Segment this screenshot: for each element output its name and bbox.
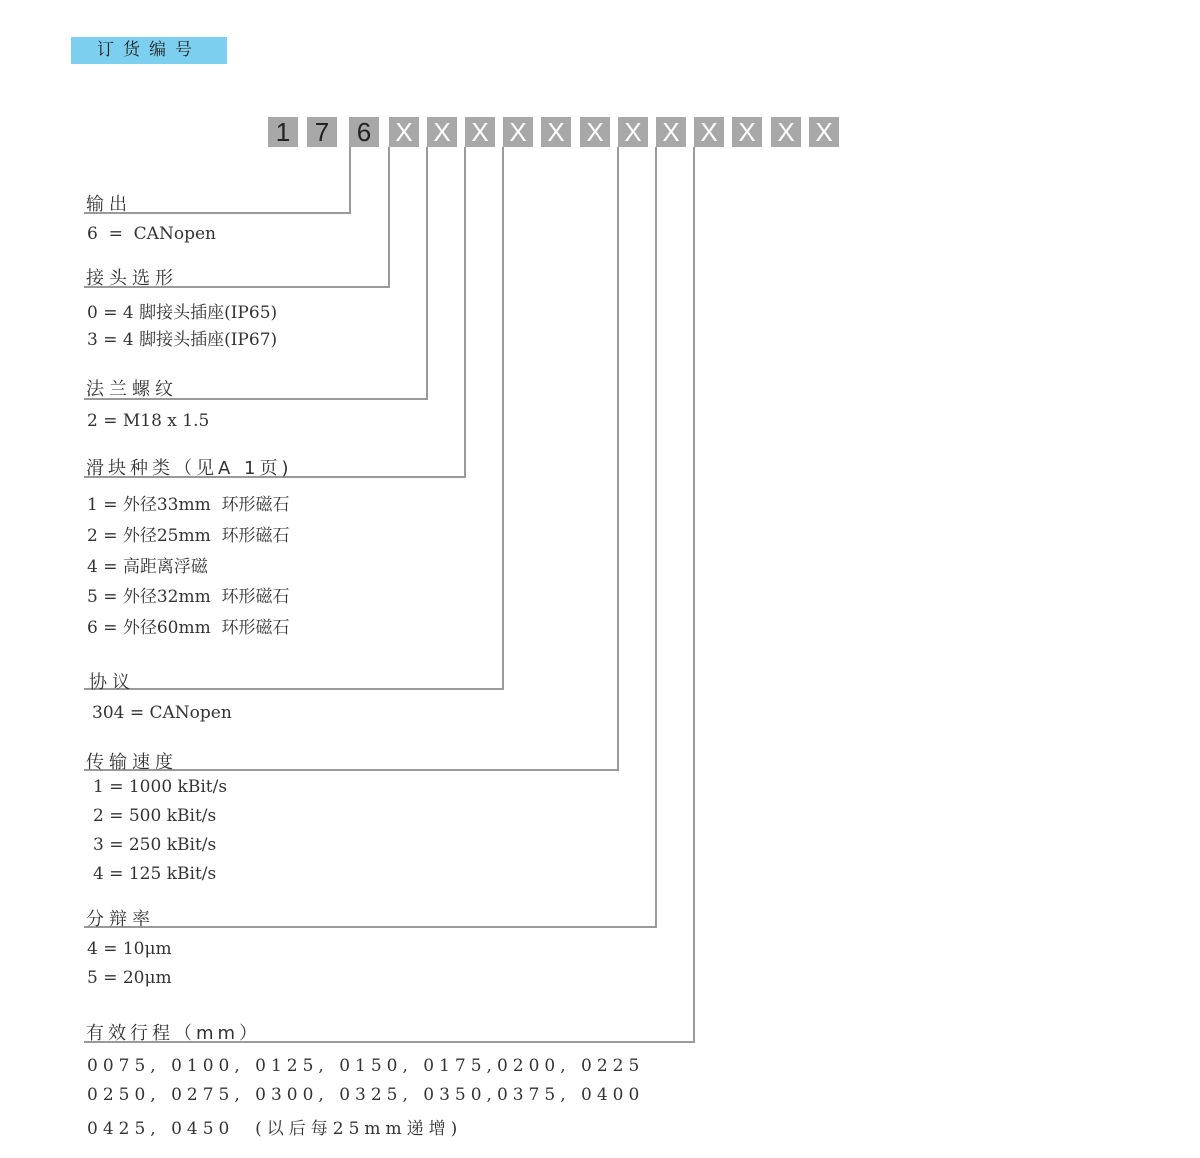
code-placeholder-11: X [771, 117, 801, 147]
section-title-connector: 接头选形 [86, 268, 178, 289]
code-placeholder-7: X [618, 117, 648, 147]
option-slider-5: 6 = 外径60mm 环形磁石 [87, 618, 290, 638]
code-placeholder-2: X [427, 117, 457, 147]
code-placeholder-10: X [732, 117, 762, 147]
section-title-stroke: 有效行程（mm） [86, 1023, 262, 1044]
code-placeholder-9: X [694, 117, 724, 147]
section-header-tab: 订货编号 [71, 37, 227, 64]
option-flange-1: 2 = M18 x 1.5 [87, 411, 210, 431]
option-stroke-row-1: 0075, 0100, 0125, 0150, 0175,0200, 0225 [87, 1056, 645, 1076]
option-connector-2: 3 = 4 脚接头插座(IP67) [87, 330, 278, 350]
section-title-resolution: 分辩率 [86, 909, 155, 930]
connector-line-resolution [655, 147, 657, 928]
option-slider-4: 5 = 外径32mm 环形磁石 [87, 587, 290, 607]
connector-line-flange [426, 147, 428, 400]
option-slider-1: 1 = 外径33mm 环形磁石 [87, 495, 290, 515]
option-slider-2: 2 = 外径25mm 环形磁石 [87, 526, 290, 546]
underline-protocol [84, 688, 504, 690]
connector-line-slider [464, 147, 466, 478]
option-resolution-1: 4 = 10μm [87, 939, 172, 959]
section-title-slider: 滑块种类（见A 1页) [86, 458, 293, 479]
code-placeholder-12: X [809, 117, 839, 147]
option-resolution-2: 5 = 20μm [87, 968, 172, 988]
option-connector-1: 0 = 4 脚接头插座(IP65) [87, 303, 278, 323]
underline-resolution [84, 926, 657, 928]
connector-line-speed [617, 147, 619, 771]
connector-line-output [349, 147, 351, 214]
code-placeholder-3: X [465, 117, 495, 147]
section-title-speed: 传输速度 [86, 752, 178, 773]
section-title-protocol: 协议 [89, 672, 135, 693]
option-speed-2: 2 = 500 kBit/s [93, 806, 217, 826]
option-stroke-row-3: 0425, 0450 (以后每25mm递增) [87, 1119, 463, 1139]
code-placeholder-5: X [541, 117, 571, 147]
code-placeholder-1: X [389, 117, 419, 147]
code-digit-1: 1 [268, 117, 298, 147]
section-title-output: 输出 [86, 194, 132, 215]
option-output-1: 6 = CANopen [87, 224, 216, 244]
connector-line-stroke [693, 147, 695, 1043]
code-digit-3: 6 [349, 117, 379, 147]
option-stroke-row-2: 0250, 0275, 0300, 0325, 0350,0375, 0400 [87, 1085, 645, 1105]
option-speed-4: 4 = 125 kBit/s [93, 864, 217, 884]
code-placeholder-6: X [580, 117, 610, 147]
code-placeholder-8: X [656, 117, 686, 147]
code-digit-2: 7 [307, 117, 337, 147]
connector-line-connector [388, 147, 390, 288]
code-placeholder-4: X [503, 117, 533, 147]
option-slider-3: 4 = 高距离浮磁 [87, 557, 208, 577]
option-protocol-1: 304 = CANopen [92, 703, 232, 723]
section-title-flange: 法兰螺纹 [86, 379, 178, 400]
connector-line-protocol [502, 147, 504, 690]
option-speed-3: 3 = 250 kBit/s [93, 835, 217, 855]
option-speed-1: 1 = 1000 kBit/s [93, 777, 228, 797]
